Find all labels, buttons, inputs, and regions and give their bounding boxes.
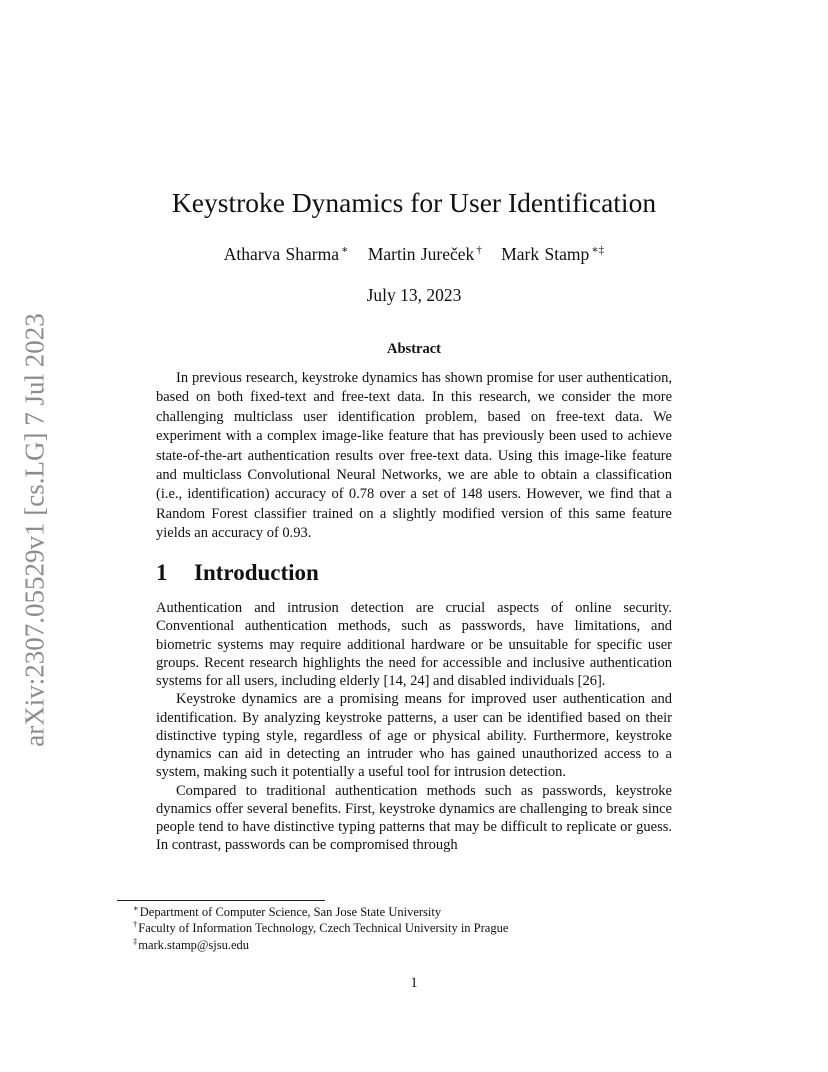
author-affiliation-mark: † (476, 244, 482, 256)
paragraph: Compared to traditional authentication methods such as passwords, keystroke dynamics offer several benefits. First, keystroke dynamics are challenging to break since people tend to have distinctive typing patterns that may be difficult to replicate or guess. In contrast, passwords can be compromised through (156, 782, 672, 854)
footnote (133, 904, 693, 920)
footnote-text: mark.stamp@sjsu.edu (138, 937, 250, 952)
page-number: 1 (410, 975, 418, 991)
footnotes (133, 904, 693, 953)
paragraph: Authentication and intrusion detection are crucial aspects of online security. Conventional authentication methods, such as passwords, have limitations, and biometric systems may require additional hardware or be unsuitable for specific user groups. Recent research highlights the need for accessible and inclusive authentication systems for all users, including elderly [14, 24] and disabled individuals [26]. (156, 600, 672, 689)
footnote-rule (117, 900, 325, 901)
abstract-text: In previous research, keystroke dynamics has shown promise for user authentication, based on both fixed-text and free-text data. In this research, we consider the more challenging multiclass user identification problem, based on free-text data. We experiment with a complex image-like feature that has previously been used to achieve state-of-the-art authentication results over free-text data. Using this image-like feature and multiclass Convolutional Neural Networks, we are able to obtain a classification (i.e., identification) accuracy of 0.78 over a set of 148 users. However, we find that a Random Forest classifier trained on a slightly modified version of this same feature yields an accuracy of 0.93. (156, 370, 672, 542)
author-1 (224, 244, 349, 264)
footnote-text: Department of Computer Science, San Jose State University (139, 905, 442, 919)
author-list (0, 242, 828, 266)
section-heading (156, 558, 672, 588)
arxiv-id-text: arXiv:2307.05529v1 [cs.LG] 7 Jul 2023 (19, 313, 50, 747)
paragraph: Keystroke dynamics are a promising means for improved user authentication and identification. By analyzing keystroke patterns, a user can be identified based on their distinctive typing style, regardless of age or physical ability. Furthermore, keystroke dynamics can aid in detecting an intruder who has gained unauthorized access to a system, making such it potentially a useful tool for intrusion detection. (156, 691, 672, 781)
abstract-heading: Abstract (387, 341, 441, 357)
author-2 (368, 244, 482, 264)
author-affiliation-mark: ∗‡ (591, 244, 605, 256)
paper-date: July 13, 2023 (366, 285, 462, 305)
footnote (133, 920, 693, 936)
author-name: Mark Stamp (501, 244, 590, 264)
footnote-mark: ∗ (133, 903, 139, 913)
footnote-text: Faculty of Information Technology, Czech Technical University in Prague (138, 921, 509, 936)
paper-title: Keystroke Dynamics for User Identification (171, 187, 657, 218)
author-affiliation-mark: ∗ (341, 244, 349, 256)
author-3 (501, 244, 604, 264)
footnote-mark: ‡ (133, 935, 138, 946)
author-name: Martin Jureček (367, 244, 475, 264)
footnote (133, 937, 693, 953)
section-number: 1 (156, 560, 168, 585)
footnote-mark: † (133, 919, 138, 930)
introduction-body (156, 599, 672, 855)
section-title: Introduction (194, 560, 319, 585)
author-name: Atharva Sharma (223, 244, 339, 264)
